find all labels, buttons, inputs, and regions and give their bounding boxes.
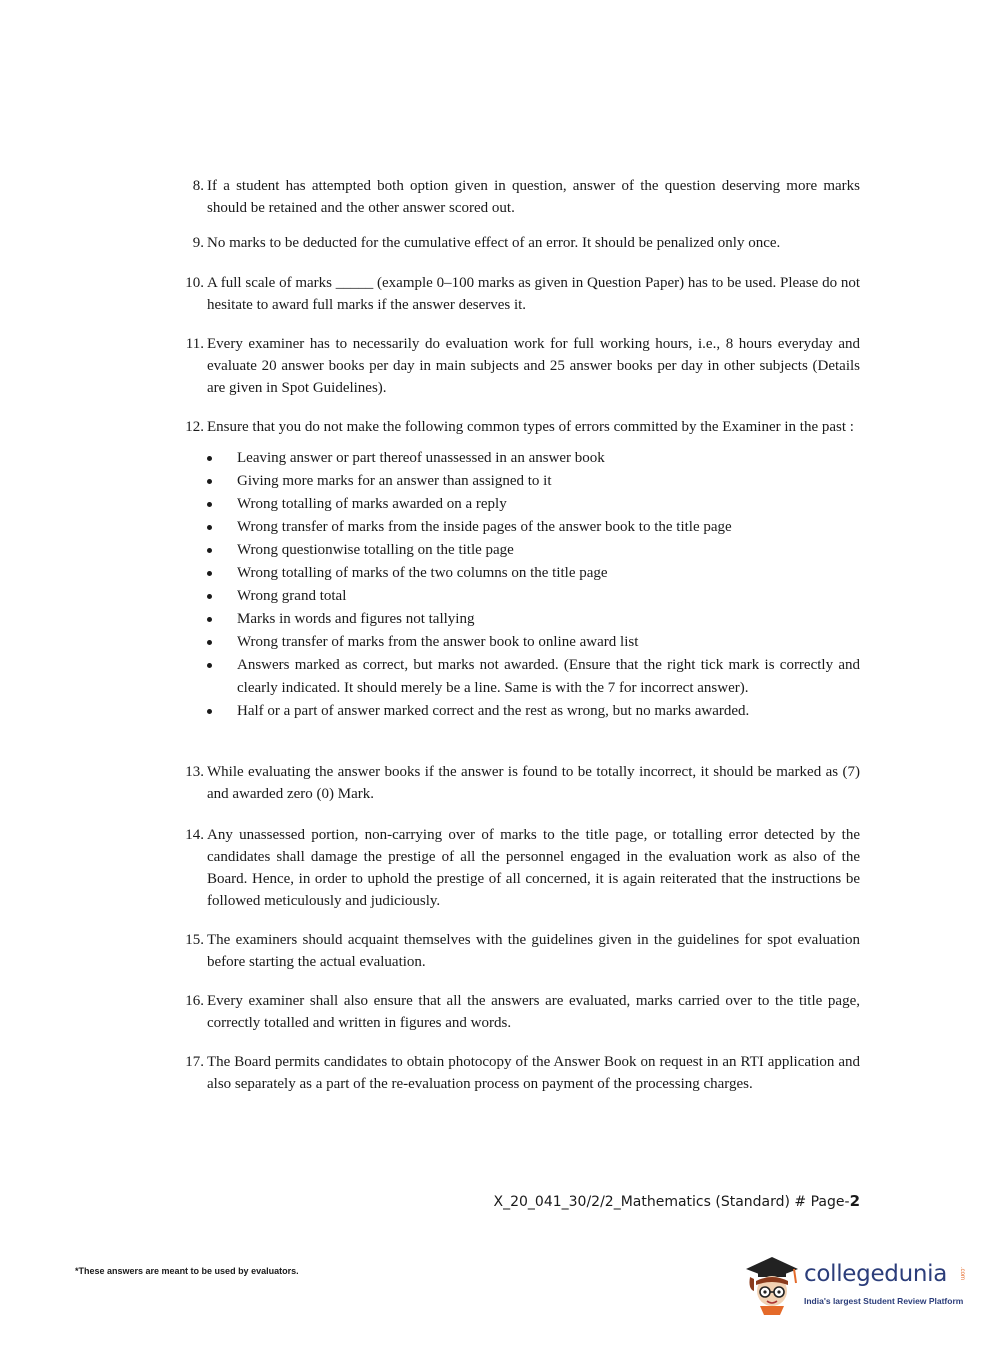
page-footer-label xyxy=(494,1192,861,1210)
item-text: While evaluating the answer books if the answer is found to be totally incorrect, it should be marked as (7) and awarded zero (0) Mark. xyxy=(207,764,860,802)
item-text: No marks to be deducted for the cumulative effect of an error. It should be penalized only once. xyxy=(207,235,781,251)
instruction-item-16 xyxy=(176,990,860,1034)
item-number: 13. xyxy=(185,764,204,780)
item-text: Any unassessed portion, non-carrying over of marks to the title page, or totalling error detected by the candidates shall damage the prestige of all the personnel engaged in the evaluation work as also of the Board. Hence, in order to uphold the prestige of all concerned, it is again reiterated that the instructions be followed meticulously and judiciously. xyxy=(207,827,860,909)
list-item: Wrong grand total xyxy=(207,585,860,608)
bullet-icon xyxy=(207,525,212,530)
item-text: If a student has attempted both option given in question, answer of the question deserving more marks should be retained and the other answer scored out. xyxy=(207,178,860,216)
instruction-item-11 xyxy=(176,333,860,399)
list-item: Half or a part of answer marked correct and the rest as wrong, but no marks awarded. xyxy=(207,700,860,723)
bullet-icon xyxy=(207,548,212,553)
bullet-icon xyxy=(207,571,212,576)
instruction-item-12 xyxy=(176,416,860,723)
bullet-icon xyxy=(207,709,212,714)
item-number: 8. xyxy=(192,178,204,194)
logo-domain: .com xyxy=(959,1267,965,1281)
evaluator-note: *These answers are meant to be used by evaluators. xyxy=(75,1266,299,1276)
item-text: Every examiner has to necessarily do evaluation work for full working hours, i.e., 8 hours everyday and evaluate 20 answer books per day in main subjects and 25 answer books per day in other subjects (Details are given in Spot Guidelines). xyxy=(207,336,860,396)
instruction-item-17 xyxy=(176,1051,860,1095)
bullet-icon xyxy=(207,640,212,645)
page-number: 2 xyxy=(849,1192,860,1210)
bullet-icon xyxy=(207,617,212,622)
item-text: The Board permits candidates to obtain photocopy of the Answer Book on request in an RTI application and also separately as a part of the re-evaluation process on payment of the processing charges. xyxy=(207,1054,860,1092)
bullet-icon xyxy=(207,502,212,507)
logo-wordmark: collegedunia xyxy=(804,1261,948,1287)
instruction-item-14 xyxy=(176,824,860,912)
bullet-icon xyxy=(207,456,212,461)
instruction-item-9 xyxy=(176,232,860,254)
list-item: Marks in words and figures not tallying xyxy=(207,608,860,631)
list-item: Wrong transfer of marks from the answer book to online award list xyxy=(207,631,860,654)
list-item: Leaving answer or part thereof unassessed in an answer book xyxy=(207,447,860,470)
item-number: 9. xyxy=(192,235,204,251)
item-text: Every examiner shall also ensure that all the answers are evaluated, marks carried over to the title page, correctly totalled and written in figures and words. xyxy=(207,993,860,1031)
item-text: The examiners should acquaint themselves with the guidelines given in the guidelines for spot evaluation before starting the actual evaluation. xyxy=(207,932,860,970)
list-item: Wrong totalling of marks of the two columns on the title page xyxy=(207,562,860,585)
list-item: Wrong transfer of marks from the inside pages of the answer book to the title page xyxy=(207,516,860,539)
instruction-item-10 xyxy=(176,272,860,316)
item-number: 11. xyxy=(185,336,204,352)
instruction-item-8 xyxy=(176,175,860,219)
list-item: Wrong totalling of marks awarded on a reply xyxy=(207,493,860,516)
item-number: 16. xyxy=(185,993,204,1009)
list-item: Answers marked as correct, but marks not awarded. (Ensure that the right tick mark is correctly and clearly indicated. It should merely be a line. Same is with the 7 for incorrect answer). xyxy=(207,654,860,700)
item-number: 15. xyxy=(185,932,204,948)
list-item: Giving more marks for an answer than assigned to it xyxy=(207,470,860,493)
bullet-icon xyxy=(207,594,212,599)
page-code: X_20_041_30/2/2_Mathematics (Standard) # Page- xyxy=(493,1194,850,1210)
item-number: 10. xyxy=(185,275,204,291)
item-text: Ensure that you do not make the following common types of errors committed by the Examiner in the past : xyxy=(207,419,854,435)
instruction-item-15 xyxy=(176,929,860,973)
instruction-item-13 xyxy=(176,761,860,805)
item-number: 12. xyxy=(185,419,204,435)
item-text: A full scale of marks _____ (example 0–100 marks as given in Question Paper) has to be used. Please do not hesitate to award full marks if the answer deserves it. xyxy=(207,275,860,313)
mascot-icon xyxy=(742,1247,804,1317)
item-number: 17. xyxy=(185,1054,204,1070)
list-item: Wrong questionwise totalling on the title page xyxy=(207,539,860,562)
bullet-icon xyxy=(207,479,212,484)
error-types-list xyxy=(207,447,860,723)
bullet-icon xyxy=(207,663,212,668)
collegedunia-logo xyxy=(742,1247,974,1317)
logo-tagline: India's largest Student Review Platform xyxy=(804,1296,964,1306)
item-number: 14. xyxy=(185,827,204,843)
